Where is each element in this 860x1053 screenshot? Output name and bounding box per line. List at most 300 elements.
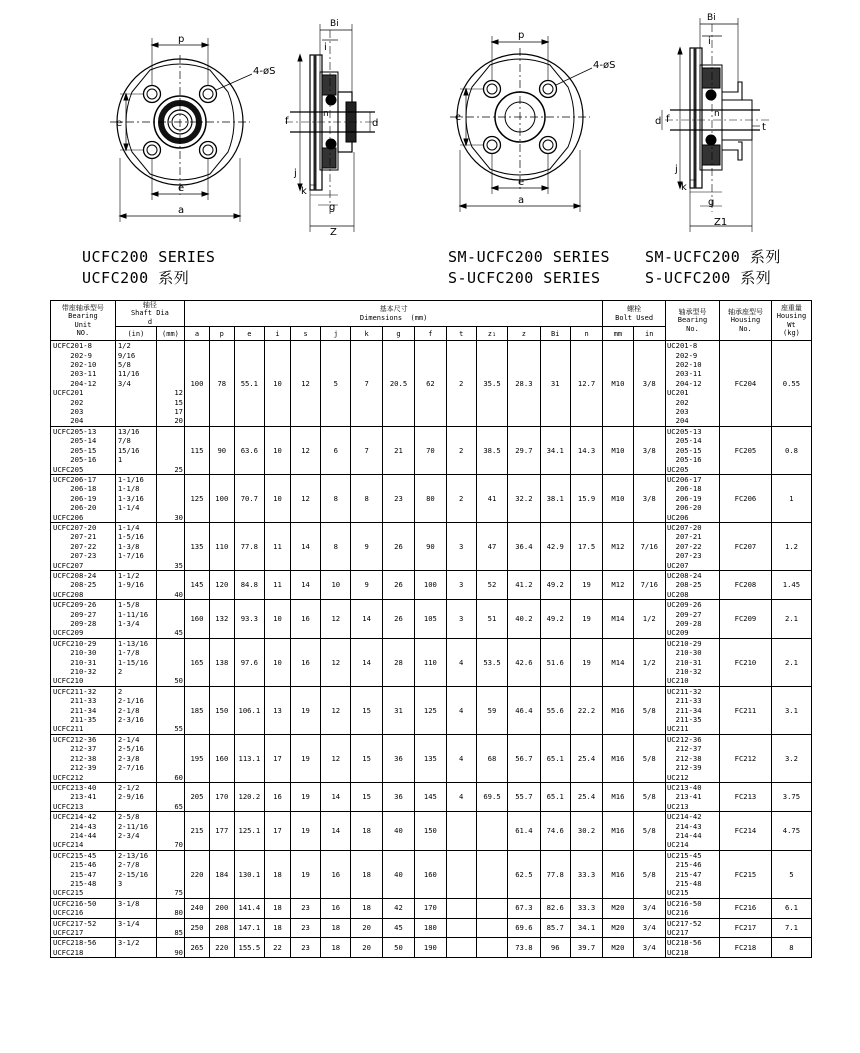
cell-housing: FC213 — [720, 782, 772, 811]
technical-drawings — [0, 0, 860, 240]
cell-t: 4 — [446, 686, 476, 734]
cell-Bi: 96 — [540, 938, 570, 958]
header-housing: 轴承座型号 Housing No. — [720, 301, 772, 341]
cell-Bi: 34.1 — [540, 426, 570, 474]
label-right-n: n — [714, 109, 720, 119]
cell-j: 18 — [321, 918, 351, 938]
cell-Bi: 65.1 — [540, 734, 570, 782]
cell-shaft-mm: 60 — [156, 734, 184, 782]
label-right-a: a — [518, 195, 525, 206]
cell-t: 3 — [446, 600, 476, 639]
cell-f: 90 — [415, 522, 446, 570]
cell-unit: UCFC218-56 UCFC218 — [51, 938, 116, 958]
cell-unit: UCFC211-32 211-33 211-34 211-35 UCFC211 — [51, 686, 116, 734]
cell-unit: UCFC213-40 213-41 UCFC213 — [51, 782, 116, 811]
label-right-p: p — [518, 30, 525, 41]
cell-i: 17 — [264, 812, 290, 851]
cell-f: 160 — [415, 850, 446, 898]
cell-n: 12.7 — [570, 341, 602, 427]
cell-g: 36 — [382, 734, 414, 782]
header-g: g — [382, 327, 414, 341]
cell-z1 — [476, 898, 507, 918]
cell-n: 34.1 — [570, 918, 602, 938]
cell-z: 29.7 — [508, 426, 540, 474]
cell-s: 12 — [290, 474, 320, 522]
header-j: j — [321, 327, 351, 341]
cell-z1: 53.5 — [476, 638, 507, 686]
cell-f: 135 — [415, 734, 446, 782]
cell-f: 125 — [415, 686, 446, 734]
header-s: s — [290, 327, 320, 341]
cell-t — [446, 918, 476, 938]
cell-n: 17.5 — [570, 522, 602, 570]
cell-z: 28.3 — [508, 341, 540, 427]
cell-n: 33.3 — [570, 898, 602, 918]
cell-s: 14 — [290, 570, 320, 599]
cell-Bi: 55.6 — [540, 686, 570, 734]
cell-j: 14 — [321, 782, 351, 811]
cell-a: 240 — [185, 898, 210, 918]
table-row — [51, 812, 812, 851]
cell-p: 184 — [209, 850, 234, 898]
cell-p: 200 — [209, 898, 234, 918]
cell-bolt-mm: M12 — [603, 522, 633, 570]
cell-i: 10 — [264, 600, 290, 639]
label-right-e-side: e — [455, 112, 462, 123]
cell-p: 150 — [209, 686, 234, 734]
cell-bearing: UC214-42 214-43 214-44 UC214 — [665, 812, 719, 851]
cell-unit: UCFC205-13 205-14 205-15 205-16 UCFC205 — [51, 426, 116, 474]
cell-weight: 3.1 — [771, 686, 811, 734]
cell-Bi: 49.2 — [540, 600, 570, 639]
cell-Bi: 38.1 — [540, 474, 570, 522]
cell-z: 42.6 — [508, 638, 540, 686]
cell-k: 15 — [351, 734, 382, 782]
cell-housing: FC216 — [720, 898, 772, 918]
cell-f: 145 — [415, 782, 446, 811]
cell-s: 23 — [290, 898, 320, 918]
cell-weight: 1 — [771, 474, 811, 522]
header-n: n — [570, 327, 602, 341]
cell-g: 31 — [382, 686, 414, 734]
table-row — [51, 426, 812, 474]
cell-j: 12 — [321, 686, 351, 734]
cell-j: 12 — [321, 638, 351, 686]
cell-t — [446, 938, 476, 958]
cell-e: 147.1 — [234, 918, 264, 938]
cell-z1: 47 — [476, 522, 507, 570]
cell-unit: UCFC217-52 UCFC217 — [51, 918, 116, 938]
cell-bolt-in: 1/2 — [633, 638, 665, 686]
table-row — [51, 938, 812, 958]
table-row — [51, 898, 812, 918]
cell-g: 40 — [382, 812, 414, 851]
cell-shaft-in: 1-1/2 1-9/16 — [115, 570, 156, 599]
cell-j: 6 — [321, 426, 351, 474]
header-mm: (mm) — [156, 327, 184, 341]
label-left-e-bottom: e — [178, 183, 185, 194]
cell-j: 10 — [321, 570, 351, 599]
cell-shaft-mm: 30 — [156, 474, 184, 522]
cell-a: 185 — [185, 686, 210, 734]
cell-k: 18 — [351, 898, 382, 918]
table-row — [51, 686, 812, 734]
cell-e: 120.2 — [234, 782, 264, 811]
cell-a: 250 — [185, 918, 210, 938]
cell-t — [446, 850, 476, 898]
label-left-n: n — [323, 109, 329, 119]
cell-shaft-mm: 70 — [156, 812, 184, 851]
cell-bolt-mm: M10 — [603, 341, 633, 427]
cell-s: 19 — [290, 812, 320, 851]
cell-bolt-mm: M16 — [603, 686, 633, 734]
cell-weight: 1.45 — [771, 570, 811, 599]
cell-bearing: UC217-52 UC217 — [665, 918, 719, 938]
cell-f: 80 — [415, 474, 446, 522]
cell-Bi: 65.1 — [540, 782, 570, 811]
header-shaft: 轴径 Shaft Dia d — [115, 301, 184, 327]
cell-z: 61.4 — [508, 812, 540, 851]
label-right-t: t — [762, 122, 766, 133]
cell-a: 145 — [185, 570, 210, 599]
label-left-p: p — [178, 34, 185, 45]
cell-e: 106.1 — [234, 686, 264, 734]
table-row — [51, 600, 812, 639]
cell-unit: UCFC212-36 212-37 212-38 212-39 UCFC212 — [51, 734, 116, 782]
cell-weight: 1.2 — [771, 522, 811, 570]
cell-p: 100 — [209, 474, 234, 522]
cell-t: 2 — [446, 341, 476, 427]
cell-weight: 2.1 — [771, 600, 811, 639]
cell-n: 39.7 — [570, 938, 602, 958]
cell-shaft-mm: 55 — [156, 686, 184, 734]
label-right-k: k — [681, 182, 687, 193]
cell-z1: 68 — [476, 734, 507, 782]
cell-housing: FC215 — [720, 850, 772, 898]
series-title-right — [645, 247, 781, 289]
cell-unit: UCFC215-45 215-46 215-47 215-48 UCFC215 — [51, 850, 116, 898]
cell-g: 21 — [382, 426, 414, 474]
label-left-f: f — [285, 116, 289, 127]
cell-s: 16 — [290, 638, 320, 686]
cell-weight: 5 — [771, 850, 811, 898]
header-f: f — [415, 327, 446, 341]
cell-g: 26 — [382, 570, 414, 599]
cell-weight: 8 — [771, 938, 811, 958]
cell-shaft-in: 2-1/2 2-9/16 — [115, 782, 156, 811]
cell-n: 25.4 — [570, 734, 602, 782]
cell-shaft-mm: 50 — [156, 638, 184, 686]
cell-p: 120 — [209, 570, 234, 599]
cell-f: 70 — [415, 426, 446, 474]
cell-bolt-in: 3/8 — [633, 426, 665, 474]
series-title-left — [82, 247, 215, 289]
cell-shaft-mm: 80 — [156, 898, 184, 918]
cell-e: 55.1 — [234, 341, 264, 427]
cell-bearing: UC206-17 206-18 206-19 206-20 UC206 — [665, 474, 719, 522]
cell-z1: 41 — [476, 474, 507, 522]
label-left-i: i — [324, 42, 327, 53]
cell-Bi: 31 — [540, 341, 570, 427]
cell-e: 97.6 — [234, 638, 264, 686]
cell-housing: FC209 — [720, 600, 772, 639]
cell-i: 10 — [264, 638, 290, 686]
right-side-view — [662, 18, 770, 232]
cell-n: 15.9 — [570, 474, 602, 522]
cell-housing: FC212 — [720, 734, 772, 782]
cell-shaft-in: 2-5/8 2-11/16 2-3/4 — [115, 812, 156, 851]
cell-t: 3 — [446, 522, 476, 570]
series-mid-line2: S-UCFC200 SERIES — [448, 269, 601, 287]
cell-f: 100 — [415, 570, 446, 599]
cell-z1 — [476, 812, 507, 851]
cell-housing: FC204 — [720, 341, 772, 427]
table-row — [51, 850, 812, 898]
cell-shaft-in: 3-1/4 — [115, 918, 156, 938]
cell-k: 8 — [351, 474, 382, 522]
label-left-Z: Z — [330, 227, 337, 238]
table-row — [51, 570, 812, 599]
cell-n: 19 — [570, 638, 602, 686]
header-unit: 带座轴承型号 Bearing Unit NO. — [51, 301, 116, 341]
cell-bolt-mm: M12 — [603, 570, 633, 599]
cell-shaft-in: 3-1/8 — [115, 898, 156, 918]
cell-z1 — [476, 918, 507, 938]
cell-g: 26 — [382, 600, 414, 639]
cell-p: 170 — [209, 782, 234, 811]
cell-bolt-mm: M14 — [603, 600, 633, 639]
cell-p: 160 — [209, 734, 234, 782]
header-z1: z₁ — [476, 327, 507, 341]
cell-bolt-in: 3/4 — [633, 898, 665, 918]
cell-e: 113.1 — [234, 734, 264, 782]
cell-n: 22.2 — [570, 686, 602, 734]
cell-f: 110 — [415, 638, 446, 686]
cell-s: 12 — [290, 341, 320, 427]
cell-bolt-mm: M14 — [603, 638, 633, 686]
cell-s: 14 — [290, 522, 320, 570]
header-a: a — [185, 327, 210, 341]
cell-a: 205 — [185, 782, 210, 811]
cell-e: 155.5 — [234, 938, 264, 958]
cell-bolt-mm: M16 — [603, 812, 633, 851]
header-bolt: 螺栓 Bolt Used — [603, 301, 666, 327]
cell-bolt-mm: M16 — [603, 782, 633, 811]
cell-weight: 7.1 — [771, 918, 811, 938]
cell-z: 73.8 — [508, 938, 540, 958]
cell-z: 46.4 — [508, 686, 540, 734]
header-t: t — [446, 327, 476, 341]
cell-p: 90 — [209, 426, 234, 474]
cell-shaft-mm: 25 — [156, 426, 184, 474]
label-right-g: g — [708, 197, 715, 208]
cell-a: 215 — [185, 812, 210, 851]
cell-s: 12 — [290, 426, 320, 474]
cell-bearing: UC215-45 215-46 215-47 215-48 UC215 — [665, 850, 719, 898]
label-right-i: i — [708, 36, 711, 47]
cell-s: 23 — [290, 918, 320, 938]
cell-k: 18 — [351, 850, 382, 898]
cell-i: 17 — [264, 734, 290, 782]
cell-housing: FC211 — [720, 686, 772, 734]
cell-shaft-in: 13/16 7/8 15/16 1 — [115, 426, 156, 474]
cell-bearing: UC207-20 207-21 207-22 207-23 UC207 — [665, 522, 719, 570]
cell-z1: 35.5 — [476, 341, 507, 427]
cell-g: 36 — [382, 782, 414, 811]
cell-shaft-in: 2 2-1/16 2-1/8 2-3/16 — [115, 686, 156, 734]
cell-unit: UCFC214-42 214-43 214-44 UCFC214 — [51, 812, 116, 851]
cell-g: 28 — [382, 638, 414, 686]
table-row — [51, 522, 812, 570]
cell-p: 208 — [209, 918, 234, 938]
cell-bolt-mm: M10 — [603, 426, 633, 474]
cell-weight: 0.55 — [771, 341, 811, 427]
label-right-d: d — [655, 116, 662, 127]
cell-s: 23 — [290, 938, 320, 958]
cell-z1: 69.5 — [476, 782, 507, 811]
header-weight: 座重量 Housing Wt (kg) — [771, 301, 811, 341]
cell-e: 130.1 — [234, 850, 264, 898]
label-left-j: j — [294, 168, 297, 179]
cell-s: 19 — [290, 782, 320, 811]
cell-k: 20 — [351, 938, 382, 958]
cell-i: 10 — [264, 474, 290, 522]
header-e: e — [234, 327, 264, 341]
label-right-Bi: Bi — [707, 13, 716, 23]
cell-e: 141.4 — [234, 898, 264, 918]
cell-e: 77.8 — [234, 522, 264, 570]
cell-n: 19 — [570, 570, 602, 599]
cell-shaft-mm: 35 — [156, 522, 184, 570]
cell-unit: UCFC201-8 202-9 202-10 203-11 204-12 UCFC201 202 203 204 — [51, 341, 116, 427]
cell-z1 — [476, 938, 507, 958]
cell-j: 18 — [321, 938, 351, 958]
cell-bolt-in: 3/4 — [633, 938, 665, 958]
cell-i: 11 — [264, 570, 290, 599]
cell-a: 195 — [185, 734, 210, 782]
cell-k: 20 — [351, 918, 382, 938]
cell-z1: 59 — [476, 686, 507, 734]
cell-bolt-mm: M20 — [603, 898, 633, 918]
cell-bolt-in: 5/8 — [633, 850, 665, 898]
cell-s: 19 — [290, 850, 320, 898]
label-left-e-side: e — [116, 118, 123, 129]
cell-g: 26 — [382, 522, 414, 570]
cell-i: 13 — [264, 686, 290, 734]
cell-shaft-in: 1-13/16 1-7/8 1-15/16 2 — [115, 638, 156, 686]
cell-shaft-in: 2-13/16 2-7/8 2-15/16 3 — [115, 850, 156, 898]
cell-housing: FC208 — [720, 570, 772, 599]
cell-Bi: 82.6 — [540, 898, 570, 918]
cell-i: 18 — [264, 850, 290, 898]
cell-z: 56.7 — [508, 734, 540, 782]
cell-Bi: 74.6 — [540, 812, 570, 851]
cell-z: 67.3 — [508, 898, 540, 918]
cell-Bi: 49.2 — [540, 570, 570, 599]
cell-shaft-in: 1-1/16 1-1/8 1-3/16 1-1/4 — [115, 474, 156, 522]
cell-e: 63.6 — [234, 426, 264, 474]
header-bolt-mm: mm — [603, 327, 633, 341]
cell-a: 220 — [185, 850, 210, 898]
series-left-line2: UCFC200 系列 — [82, 269, 190, 287]
cell-a: 265 — [185, 938, 210, 958]
cell-z: 62.5 — [508, 850, 540, 898]
cell-shaft-mm: 65 — [156, 782, 184, 811]
cell-t: 4 — [446, 638, 476, 686]
cell-bolt-mm: M10 — [603, 474, 633, 522]
header-i: i — [264, 327, 290, 341]
cell-weight: 3.75 — [771, 782, 811, 811]
cell-s: 19 — [290, 686, 320, 734]
cell-j: 12 — [321, 734, 351, 782]
cell-bearing: UC201-8 202-9 202-10 203-11 204-12 UC201 202 203 204 — [665, 341, 719, 427]
header-in: (in) — [115, 327, 156, 341]
cell-i: 11 — [264, 522, 290, 570]
cell-f: 150 — [415, 812, 446, 851]
cell-p: 220 — [209, 938, 234, 958]
cell-bearing: UC212-36 212-37 212-38 212-39 UC212 — [665, 734, 719, 782]
series-right-line2: S-UCFC200 系列 — [645, 269, 772, 287]
cell-f: 190 — [415, 938, 446, 958]
table-row — [51, 638, 812, 686]
header-dimensions: 基本尺寸 Dimensions (mm) — [185, 301, 603, 327]
cell-a: 165 — [185, 638, 210, 686]
cell-housing: FC210 — [720, 638, 772, 686]
series-mid-line1: SM-UCFC200 SERIES — [448, 248, 611, 266]
cell-bolt-in: 7/16 — [633, 570, 665, 599]
cell-f: 170 — [415, 898, 446, 918]
cell-k: 7 — [351, 341, 382, 427]
cell-Bi: 85.7 — [540, 918, 570, 938]
cell-j: 5 — [321, 341, 351, 427]
cell-shaft-mm: 40 — [156, 570, 184, 599]
cell-housing: FC217 — [720, 918, 772, 938]
cell-n: 30.2 — [570, 812, 602, 851]
cell-bolt-mm: M16 — [603, 850, 633, 898]
header-bearing: 轴承型号 Bearing No. — [665, 301, 719, 341]
cell-n: 19 — [570, 600, 602, 639]
cell-j: 8 — [321, 474, 351, 522]
cell-weight: 6.1 — [771, 898, 811, 918]
cell-unit: UCFC206-17 206-18 206-19 206-20 UCFC206 — [51, 474, 116, 522]
cell-bolt-mm: M20 — [603, 918, 633, 938]
cell-t — [446, 812, 476, 851]
label-left-bolt: 4-øS — [253, 66, 276, 77]
cell-z1: 38.5 — [476, 426, 507, 474]
cell-e: 125.1 — [234, 812, 264, 851]
cell-unit: UCFC208-24 208-25 UCFC208 — [51, 570, 116, 599]
cell-bolt-in: 7/16 — [633, 522, 665, 570]
cell-shaft-mm: 75 — [156, 850, 184, 898]
label-right-f: f — [666, 114, 670, 125]
cell-e: 84.8 — [234, 570, 264, 599]
cell-e: 70.7 — [234, 474, 264, 522]
cell-j: 12 — [321, 600, 351, 639]
cell-n: 33.3 — [570, 850, 602, 898]
cell-housing: FC218 — [720, 938, 772, 958]
table-body — [51, 341, 812, 958]
label-left-d: d — [372, 118, 379, 129]
cell-a: 100 — [185, 341, 210, 427]
cell-weight: 4.75 — [771, 812, 811, 851]
cell-g: 45 — [382, 918, 414, 938]
cell-z: 36.4 — [508, 522, 540, 570]
cell-weight: 3.2 — [771, 734, 811, 782]
table-row — [51, 734, 812, 782]
label-right-e-bottom: e — [518, 177, 525, 188]
cell-j: 14 — [321, 812, 351, 851]
cell-shaft-in: 2-1/4 2-5/16 2-3/8 2-7/16 — [115, 734, 156, 782]
